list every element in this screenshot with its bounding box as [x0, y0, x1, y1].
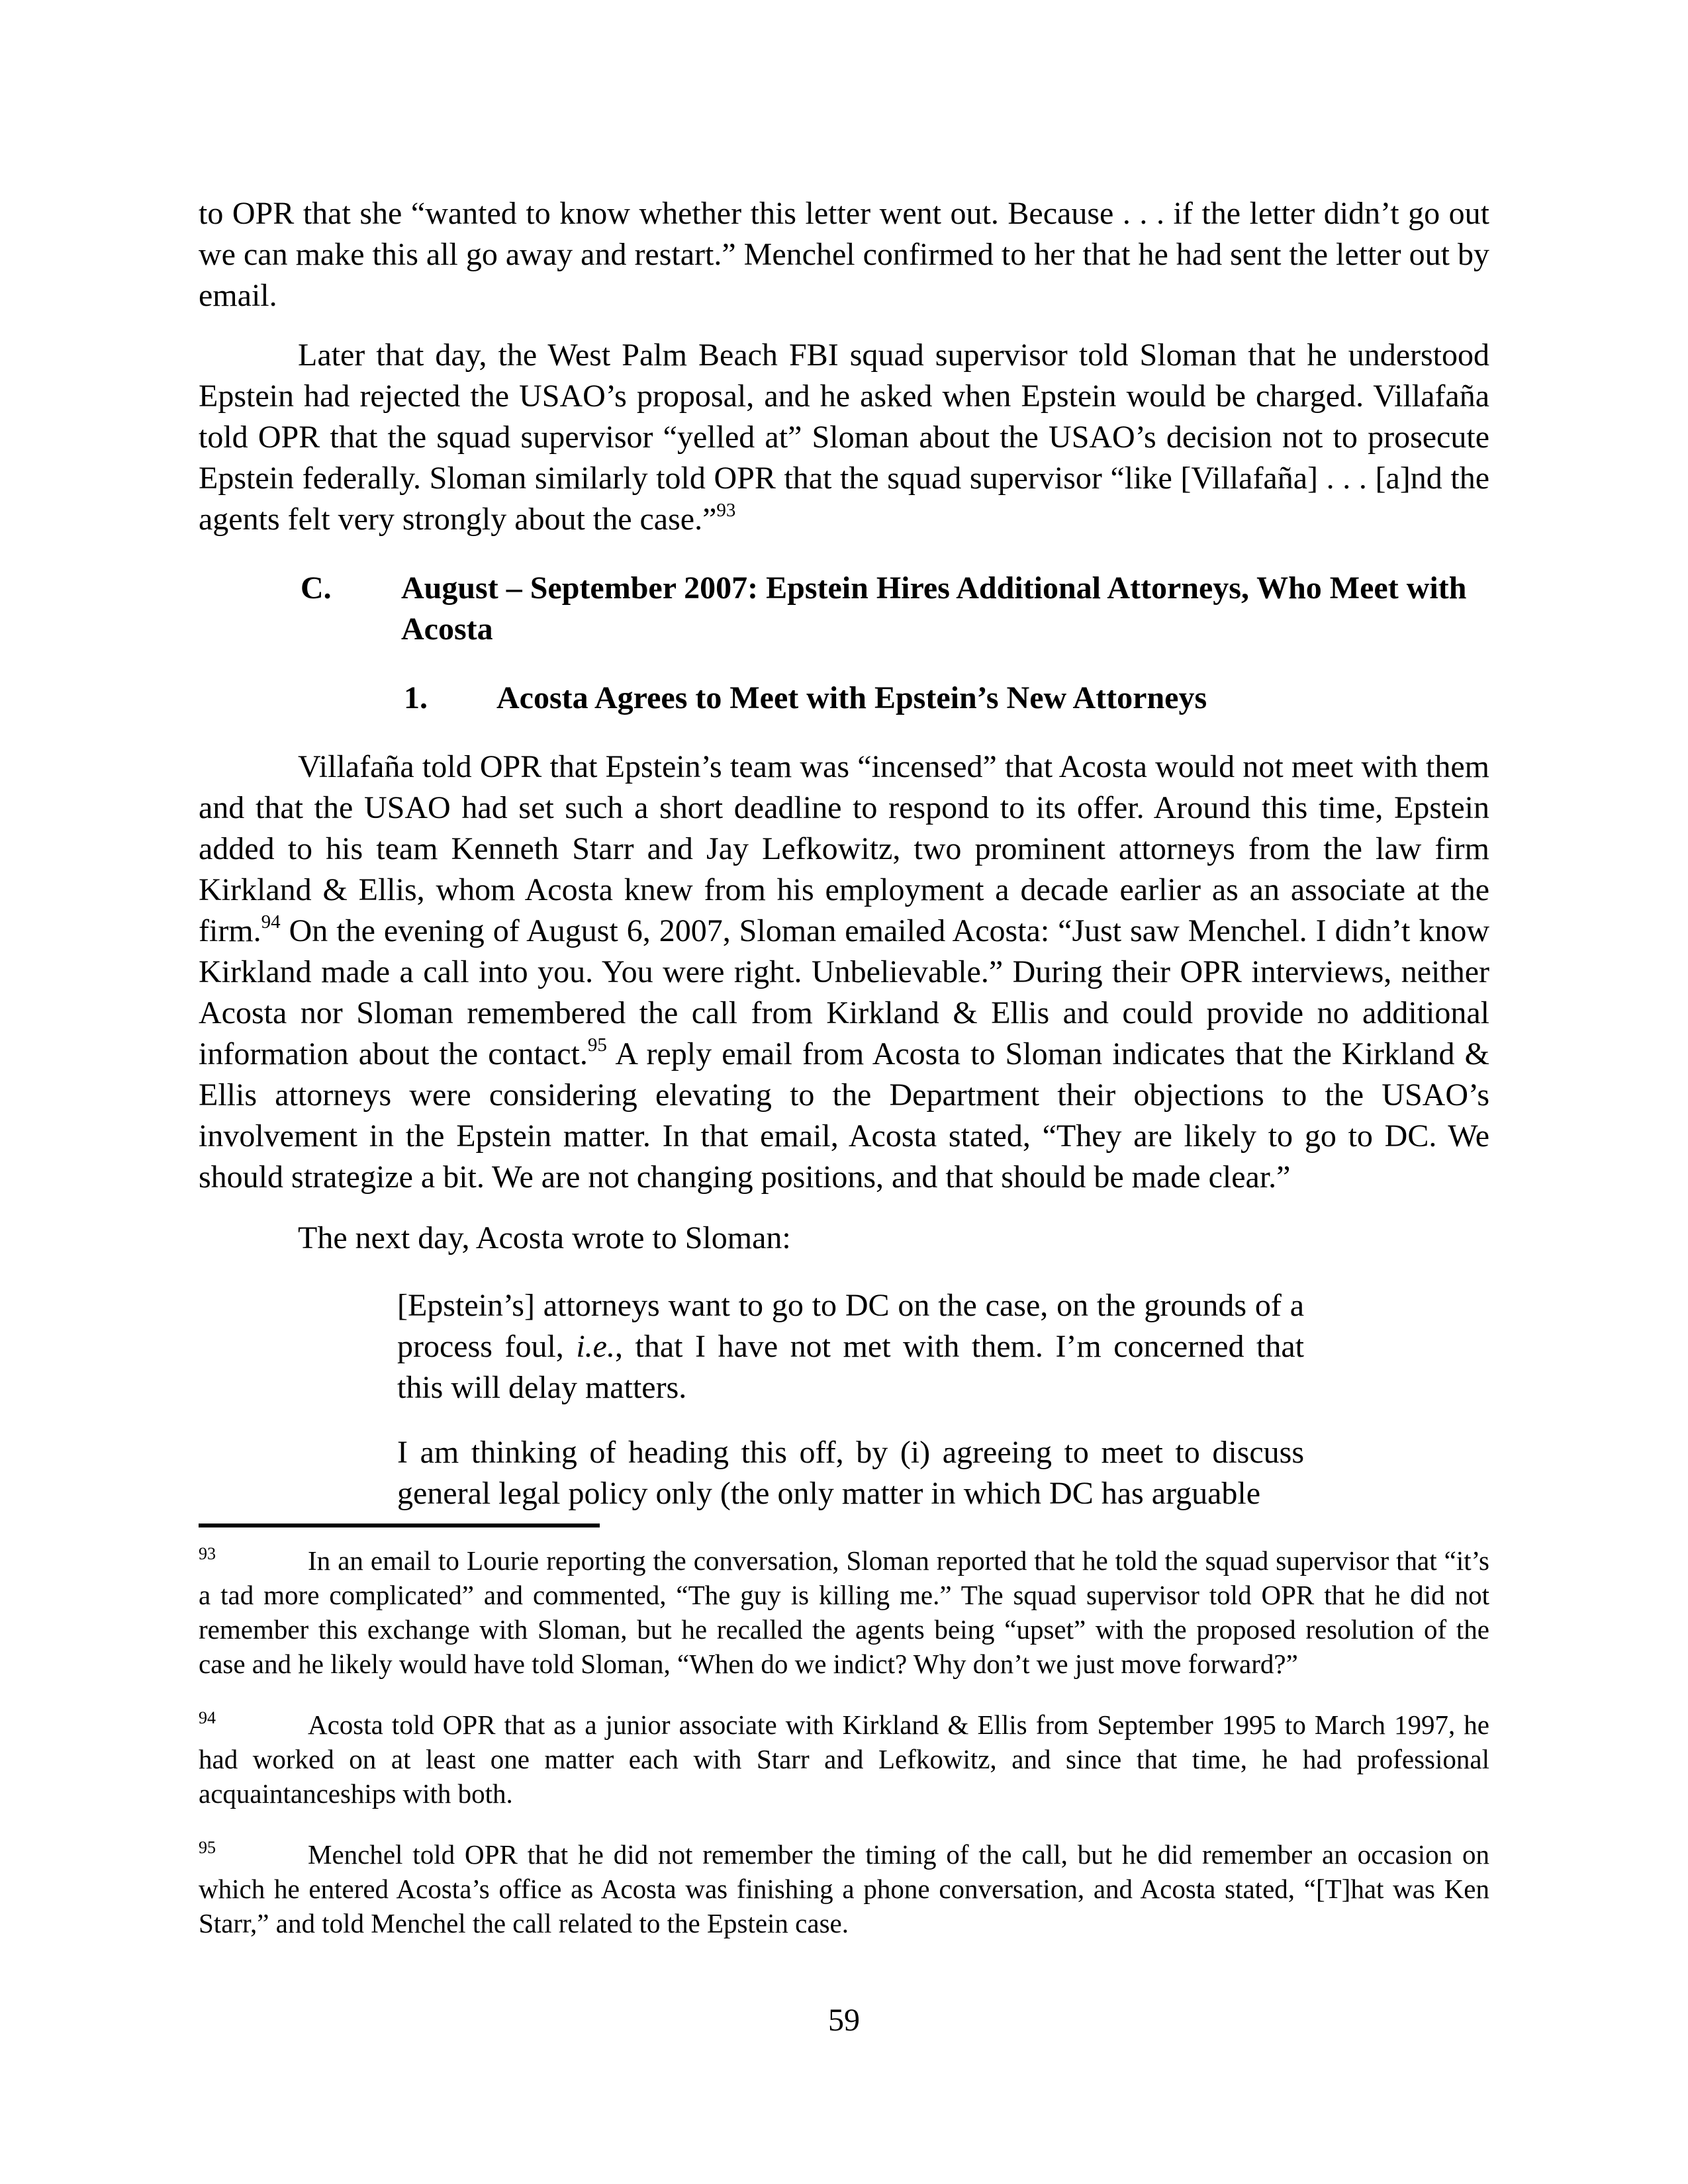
quote-1-run-1: [Epstein’s] attorneys want to go to DC on the case, on the grounds of a process foul,: [397, 1288, 1304, 1364]
paragraph-later-text: Later that day, the West Palm Beach FBI squad supervisor told Sloman that he understood Epstein had rejected the USAO’s proposal, and he asked when Epstein would be charged. Villafaña told OPR that the squad supervisor “yelled at” Sloman about the USAO’s decision not to prosecute Epstein federally. Sloman similarly told OPR that the squad supervisor “like [Villafaña] . . . [a]nd the agents felt very strongly about the case.”: [199, 338, 1489, 537]
footnote-reference-93: 93: [716, 500, 736, 521]
paragraph-opening-text: to OPR that she “wanted to know whether this letter went out. Because . . . if the letter didn’t go out we can make this all go away and restart.” Menchel confirmed to her that he had sent the letter out by email.: [199, 196, 1489, 313]
page-content: [199, 193, 1489, 1940]
subsection-label: 1.: [404, 680, 428, 715]
subsection-title: Acosta Agrees to Meet with Epstein’s New Attorneys: [496, 680, 1207, 715]
paragraph-next-day: [199, 1218, 1489, 1259]
footnote-95-number: [199, 1837, 308, 1872]
paragraph-villafana-run-1: Villafaña told OPR that Epstein’s team was “incensed” that Acosta would not meet with them and that the USAO had set such a short deadline to respond to its offer. Around this time, Epstein added to his team Kenneth Starr and Jay Lefkowitz, two prominent attorneys from the law firm Kirkland & Ellis, whom Acosta knew from his employment a decade earlier as an associate at the firm.: [199, 749, 1489, 948]
section-label: C.: [301, 570, 332, 606]
subsection-heading-1: [199, 678, 1489, 719]
footnote-separator-rule: [199, 1524, 600, 1527]
section-title: August – September 2007: Epstein Hires Additional Attorneys, Who Meet with Acosta: [401, 570, 1467, 647]
footnote-reference-94: 94: [261, 911, 281, 933]
quote-1-italic: i.e.: [576, 1329, 615, 1364]
block-quote-2: [397, 1432, 1304, 1514]
footnote-94: [199, 1707, 1489, 1811]
footnote-94-text: Acosta told OPR that as a junior associate with Kirkland & Ellis from September 1995 to March 1997, he had worked on at least one matter each with Starr and Lefkowitz, and since that time, he had professional acquaintanceships with both.: [199, 1709, 1489, 1809]
paragraph-villafana-run-2: On the evening of August 6, 2007, Sloman emailed Acosta: “Just saw Menchel. I didn’t know Kirkland made a call into you. You were right. Unbelievable.” During their OPR interviews, neither Acosta nor Sloman remembered the call from Kirkland & Ellis and could provide no additional information about the contact.: [199, 913, 1489, 1071]
footnote-94-number: [199, 1707, 308, 1742]
paragraph-villafana-run-3: A reply email from Acosta to Sloman indicates that the Kirkland & Ellis attorneys were considering elevating to the Department their objections to the USAO’s involvement in the Epstein matter. In that email, Acosta stated, “They are likely to go to DC. We should strategize a bit. We are not changing positions, and that should be made clear.”: [199, 1036, 1489, 1195]
quote-2-text: I am thinking of heading this off, by (i) agreeing to meet to discuss general legal policy only (the only matter in which DC has arguable: [397, 1435, 1304, 1511]
footnote-93-number: [199, 1543, 308, 1578]
paragraph-later-that-day: [199, 335, 1489, 540]
footnote-95-number-text: 95: [199, 1838, 216, 1857]
footnotes-section: [199, 1543, 1489, 1940]
page-number: 59: [828, 2003, 860, 2038]
footnote-93-number-text: 93: [199, 1544, 216, 1563]
section-heading-c: [199, 568, 1489, 650]
footnote-94-number-text: 94: [199, 1708, 216, 1727]
footnote-93: [199, 1543, 1489, 1681]
paragraph-next-day-text: The next day, Acosta wrote to Sloman:: [298, 1220, 791, 1255]
paragraph-opening-continuation: [199, 193, 1489, 316]
footnote-reference-95: 95: [587, 1034, 607, 1056]
block-quote-1: [397, 1285, 1304, 1408]
footnote-95: [199, 1837, 1489, 1940]
paragraph-villafana: [199, 747, 1489, 1198]
footnote-95-text: Menchel told OPR that he did not remember the timing of the call, but he did remember an occasion on which he entered Acosta’s office as Acosta was finishing a phone conversation, and Acosta stated, “[T]hat was Ken Starr,” and told Menchel the call related to the Epstein case.: [199, 1839, 1489, 1938]
footnote-93-text: In an email to Lourie reporting the conversation, Sloman reported that he told the squad supervisor that “it’s a tad more complicated” and commented, “The guy is killing me.” The squad supervisor told OPR that he did not remember this exchange with Sloman, but he recalled the agents being “upset” with the proposed resolution of the case and he likely would have told Sloman, “When do we indict? Why don’t we just move forward?”: [199, 1545, 1489, 1679]
quote-1-run-2: , that I have not met with them. I’m concerned that this will delay matters.: [397, 1329, 1304, 1405]
